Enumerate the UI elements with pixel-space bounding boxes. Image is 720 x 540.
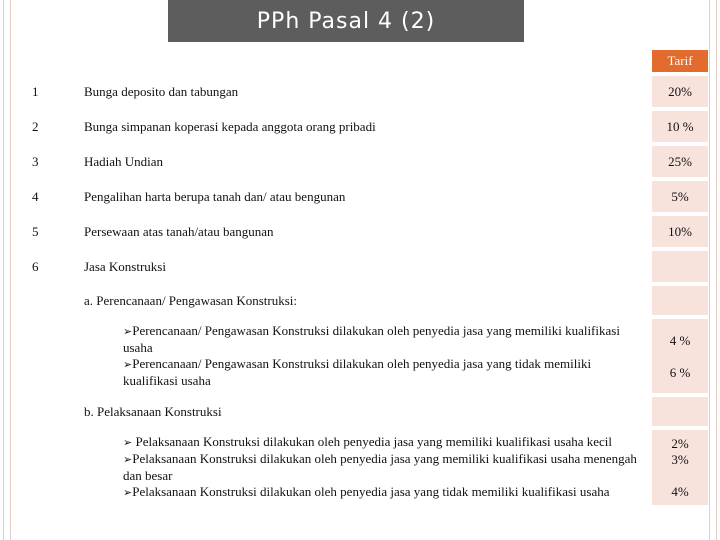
subsection-label-a: a. Perencanaan/ Pengawasan Konstruksi: bbox=[74, 286, 652, 315]
subsection-b-tarif bbox=[652, 430, 708, 505]
header-no: No bbox=[20, 50, 74, 72]
table-row bbox=[20, 181, 708, 212]
list-item: ➢ Pelaksanaan Konstruksi dilakukan oleh penyedia jasa yang memiliki kualifikasi usaha kecil bbox=[123, 434, 613, 449]
item-tarif: 2% bbox=[671, 435, 689, 451]
table-row bbox=[20, 251, 708, 282]
tax-rate-table bbox=[20, 46, 708, 509]
row-tarif: 10 % bbox=[652, 111, 708, 142]
row-desc: Persewaan atas tanah/atau bangunan bbox=[74, 216, 652, 247]
subsection-a-items bbox=[74, 319, 652, 393]
row-tarif: 10% bbox=[652, 216, 708, 247]
table-header-row bbox=[20, 50, 708, 72]
arrow-bullet-icon: ➢ bbox=[123, 486, 133, 499]
arrow-bullet-icon: ➢ bbox=[123, 358, 133, 371]
row-no-empty bbox=[20, 430, 74, 505]
row-no: 1 bbox=[20, 76, 74, 107]
row-no-empty bbox=[20, 319, 74, 393]
right-border-decoration bbox=[709, 0, 717, 540]
slide-title bbox=[168, 0, 524, 42]
row-desc: Bunga deposito dan tabungan bbox=[74, 76, 652, 107]
table-row bbox=[20, 397, 708, 426]
row-no: 2 bbox=[20, 111, 74, 142]
table-row bbox=[20, 319, 708, 393]
subsection-label-b: b. Pelaksanaan Konstruksi bbox=[74, 397, 652, 426]
row-no-empty bbox=[20, 286, 74, 315]
list-item: ➢Perencanaan/ Pengawasan Konstruksi dilakukan oleh penyedia jasa yang memiliki kualifikasi usaha bbox=[123, 323, 620, 355]
row-tarif-empty bbox=[652, 397, 708, 426]
subsection-a-tarif bbox=[652, 319, 708, 393]
subsection-b-items bbox=[74, 430, 652, 505]
item-tarif: 4 % bbox=[669, 333, 691, 348]
item-tarif: 3% bbox=[671, 451, 689, 467]
row-no: 6 bbox=[20, 251, 74, 282]
table-row bbox=[20, 76, 708, 107]
arrow-bullet-icon: ➢ bbox=[123, 325, 133, 338]
table-row bbox=[20, 286, 708, 315]
row-no-empty bbox=[20, 397, 74, 426]
table-row bbox=[20, 146, 708, 177]
row-desc: Jasa Konstruksi bbox=[74, 251, 652, 282]
arrow-bullet-icon: ➢ bbox=[123, 436, 133, 449]
list-item: ➢Pelaksanaan Konstruksi dilakukan oleh penyedia jasa yang tidak memiliki kualifikasi usaha bbox=[123, 484, 610, 499]
left-border-decoration bbox=[3, 0, 11, 540]
list-item: ➢Pelaksanaan Konstruksi dilakukan oleh penyedia jasa yang memiliki kualifikasi usaha menengah dan besar bbox=[123, 451, 637, 483]
row-tarif: 20% bbox=[652, 76, 708, 107]
item-tarif: 4% bbox=[671, 483, 689, 499]
row-no: 5 bbox=[20, 216, 74, 247]
header-jenis-penghasilan: Jenis Penghasilan bbox=[74, 50, 652, 72]
row-no: 4 bbox=[20, 181, 74, 212]
row-tarif-empty bbox=[652, 251, 708, 282]
row-desc: Bunga simpanan koperasi kepada anggota orang pribadi bbox=[74, 111, 652, 142]
header-tarif: Tarif bbox=[652, 50, 708, 72]
list-item: ➢Perencanaan/ Pengawasan Konstruksi dilakukan oleh penyedia jasa yang tidak memiliki kualifikasi usaha bbox=[123, 356, 592, 388]
row-desc: Hadiah Undian bbox=[74, 146, 652, 177]
item-tarif: 6 % bbox=[669, 365, 691, 380]
table-row bbox=[20, 111, 708, 142]
table-row bbox=[20, 216, 708, 247]
row-tarif: 25% bbox=[652, 146, 708, 177]
row-desc: Pengalihan harta berupa tanah dan/ atau bengunan bbox=[74, 181, 652, 212]
table-row bbox=[20, 430, 708, 505]
slide-title-text: PPh Pasal 4 (2) bbox=[256, 8, 436, 34]
arrow-bullet-icon: ➢ bbox=[123, 453, 133, 466]
row-tarif-empty bbox=[652, 286, 708, 315]
row-tarif: 5% bbox=[652, 181, 708, 212]
row-no: 3 bbox=[20, 146, 74, 177]
